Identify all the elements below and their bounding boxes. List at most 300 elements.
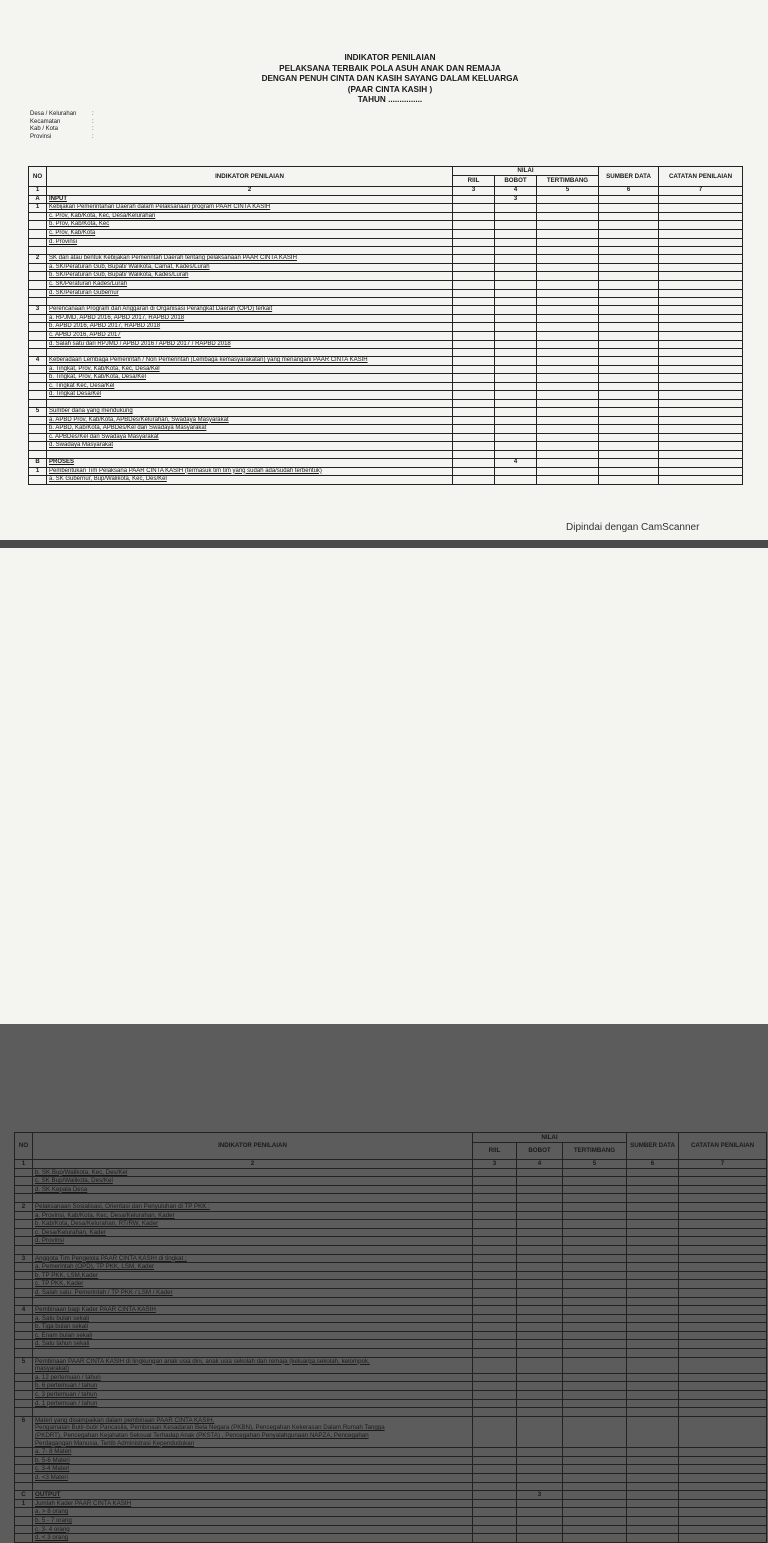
catatan-cell: [659, 408, 743, 417]
sumber-cell: [627, 1220, 679, 1229]
riil-cell: [453, 365, 495, 374]
catatan-cell: [659, 425, 743, 434]
spacer-row: [15, 1194, 767, 1203]
col-no: NO: [15, 1133, 33, 1160]
sumber-cell: [599, 416, 659, 425]
bobot-value: [495, 374, 537, 383]
bobot-value: [517, 1177, 563, 1186]
riil-cell: [453, 323, 495, 332]
spacer-cell: [659, 298, 743, 306]
tertimbang-cell: [537, 433, 599, 442]
page-gap: [0, 540, 768, 548]
indicator-text: c. Prov, Kab/Kota: [47, 229, 453, 238]
catatan-cell: [659, 229, 743, 238]
indicator-text: c. Prov, Kab/Kota, Kec, Desa/Kelurahan: [47, 212, 453, 221]
field-label: Desa / Kelurahan: [30, 111, 77, 117]
riil-cell: [453, 255, 495, 264]
row-number: 1: [15, 1499, 33, 1508]
catatan-cell: [679, 1357, 767, 1373]
col-bobot: BOBOT: [517, 1143, 563, 1160]
riil-cell: [473, 1263, 517, 1272]
spacer-cell: [599, 400, 659, 408]
tertimbang-cell: [537, 272, 599, 281]
tertimbang-cell: [537, 391, 599, 400]
indicator-text: c. APBD 2016, APBD 2017: [47, 331, 453, 340]
spacer-cell: [473, 1194, 517, 1203]
table-row: [15, 1508, 767, 1517]
spacer-cell: [15, 1297, 33, 1306]
tertimbang-cell: [563, 1473, 627, 1482]
spacer-cell: [537, 349, 599, 357]
indicator-text: INPUT: [47, 195, 453, 204]
row-number: [15, 1220, 33, 1229]
sumber-cell: [599, 374, 659, 383]
spacer-cell: [627, 1297, 679, 1306]
sumber-cell: [627, 1254, 679, 1263]
spacer-cell: [29, 400, 47, 408]
catatan-cell: [679, 1534, 767, 1543]
spacer-cell: [679, 1245, 767, 1254]
bobot-value: [517, 1391, 563, 1400]
col-number: 3: [473, 1160, 517, 1169]
tertimbang-cell: [537, 204, 599, 213]
tertimbang-cell: [537, 289, 599, 298]
catatan-cell: [679, 1177, 767, 1186]
row-number: [29, 391, 47, 400]
tertimbang-cell: [563, 1228, 627, 1237]
bobot-value: [517, 1185, 563, 1194]
catatan-cell: [679, 1220, 767, 1229]
spacer-cell: [563, 1482, 627, 1491]
spacer-cell: [659, 349, 743, 357]
field-provinsi: [30, 134, 94, 142]
riil-cell: [453, 289, 495, 298]
indicator-text: a. SK Gubernur, Bup/Walikota, Kec, Des/Kel: [47, 476, 453, 485]
spacer-cell: [473, 1482, 517, 1491]
indicator-text: c. 3- 4 orang: [33, 1525, 473, 1534]
tertimbang-cell: [563, 1254, 627, 1263]
spacer-row: [29, 247, 743, 255]
catatan-cell: [659, 416, 743, 425]
row-number: [29, 280, 47, 289]
indicator-text: d. < 3 orang: [33, 1534, 473, 1543]
riil-cell: [473, 1331, 517, 1340]
bobot-value: [495, 272, 537, 281]
sumber-cell: [627, 1323, 679, 1332]
table-row: [29, 238, 743, 247]
sumber-cell: [599, 221, 659, 230]
table-row: [15, 1391, 767, 1400]
tertimbang-cell: [563, 1263, 627, 1272]
col-riil: RIIL: [473, 1143, 517, 1160]
bobot-value: [517, 1357, 563, 1373]
indicator-line: Perdagangan Manusia, Tertib Administrasi Kependudukan: [35, 1439, 195, 1447]
col-number: 6: [599, 187, 659, 196]
catatan-cell: [679, 1288, 767, 1297]
spacer-cell: [659, 247, 743, 255]
spacer-cell: [473, 1297, 517, 1306]
table-row: [29, 340, 743, 349]
col-no: NO: [29, 167, 47, 187]
bobot-value: [495, 229, 537, 238]
spacer-cell: [537, 400, 599, 408]
indicator-text: d. 1 pertemuan / tahun: [33, 1399, 473, 1408]
table-row: [29, 476, 743, 485]
tertimbang-cell: [537, 357, 599, 366]
sumber-cell: [627, 1263, 679, 1272]
spacer-cell: [453, 349, 495, 357]
table-row: [29, 433, 743, 442]
riil-cell: [473, 1373, 517, 1382]
bobot-value: [517, 1382, 563, 1391]
spacer-cell: [679, 1297, 767, 1306]
catatan-cell: [679, 1271, 767, 1280]
riil-cell: [453, 442, 495, 451]
tertimbang-cell: [537, 340, 599, 349]
field-kabkota: [30, 126, 94, 134]
row-number: C: [15, 1491, 33, 1500]
indicator-text: c. SK/Peraturan Kades/Lurah: [47, 280, 453, 289]
indicator-text: SK dan atau bentuk Kebijakan Pemerintah Daerah tentang pelaksanaan PAAR CINTA KASIH: [47, 255, 453, 264]
spacer-cell: [563, 1408, 627, 1417]
indicator-text: a. Tingkat, Prov, Kab/Kota, Kec, Desa/Kel: [47, 365, 453, 374]
table-row: [29, 314, 743, 323]
sumber-cell: [599, 408, 659, 417]
col-catatan: CATATAN PENILAIAN: [679, 1133, 767, 1160]
sumber-cell: [599, 263, 659, 272]
table-row: [15, 1456, 767, 1465]
bobot-value: [517, 1280, 563, 1289]
spacer-cell: [517, 1408, 563, 1417]
riil-cell: [453, 272, 495, 281]
riil-cell: [453, 229, 495, 238]
indicator-text: Anggota Tim Pengelola PAAR CINTA KASIH di tingkat ;: [33, 1254, 473, 1263]
catatan-cell: [679, 1306, 767, 1315]
sumber-cell: [627, 1473, 679, 1482]
row-number: [29, 238, 47, 247]
tertimbang-cell: [537, 212, 599, 221]
spacer-cell: [563, 1194, 627, 1203]
table-row: [15, 1525, 767, 1534]
row-number: [15, 1331, 33, 1340]
title-line: INDIKATOR PENILAIAN: [344, 53, 436, 62]
indicator-text: b. 5 - 7 orang: [33, 1516, 473, 1525]
bobot-value: [495, 314, 537, 323]
table-row: [29, 221, 743, 230]
sumber-cell: [627, 1228, 679, 1237]
indicator-text: Keberadaan Lembaga Pemerintah / Non Pemerintah (Lembaga kemasyarakatan) yang menangani PAAR CINTA KASIH: [47, 357, 453, 366]
tertimbang-cell: [563, 1499, 627, 1508]
spacer-cell: [627, 1194, 679, 1203]
tertimbang-cell: [563, 1525, 627, 1534]
riil-cell: [453, 195, 495, 204]
tertimbang-cell: [537, 280, 599, 289]
spacer-cell: [453, 298, 495, 306]
column-number-row: [29, 187, 743, 196]
spacer-cell: [563, 1297, 627, 1306]
table-row: [15, 1177, 767, 1186]
indicator-text: b. APBD, Kab/Kota, APBDes/Kel dan Swadaya Masyarakat: [47, 425, 453, 434]
catatan-cell: [679, 1382, 767, 1391]
bobot-value: 3: [495, 195, 537, 204]
riil-cell: [473, 1456, 517, 1465]
riil-cell: [473, 1177, 517, 1186]
tertimbang-cell: [563, 1177, 627, 1186]
indicator-text: c. APBDes/Kel dan Swadaya Masyarakat: [47, 433, 453, 442]
col-number: 4: [517, 1160, 563, 1169]
table-row: [29, 229, 743, 238]
row-number: [29, 416, 47, 425]
catatan-cell: [659, 391, 743, 400]
table-row: [15, 1306, 767, 1315]
catatan-cell: [679, 1280, 767, 1289]
tertimbang-cell: [563, 1211, 627, 1220]
indicator-text: Jumlah Kader PAAR CINTA KASIH: [33, 1499, 473, 1508]
spacer-cell: [495, 298, 537, 306]
catatan-cell: [659, 459, 743, 468]
table-row: [15, 1271, 767, 1280]
riil-cell: [453, 374, 495, 383]
col-nilai: NILAI: [453, 167, 599, 176]
indicator-text: d. Provinsi: [47, 238, 453, 247]
tertimbang-cell: [537, 382, 599, 391]
spacer-cell: [47, 349, 453, 357]
riil-cell: [473, 1288, 517, 1297]
table-row: [29, 280, 743, 289]
col-number: 4: [495, 187, 537, 196]
bobot-value: [495, 408, 537, 417]
spacer-cell: [679, 1408, 767, 1417]
bobot-value: [517, 1340, 563, 1349]
row-number: [15, 1263, 33, 1272]
catatan-cell: [659, 280, 743, 289]
row-number: [29, 374, 47, 383]
bobot-value: [517, 1202, 563, 1211]
indicator-text: c. TP PKK, Kader: [33, 1280, 473, 1289]
tertimbang-cell: [537, 314, 599, 323]
col-number: 6: [627, 1160, 679, 1169]
riil-cell: [473, 1465, 517, 1474]
sumber-cell: [627, 1314, 679, 1323]
sumber-cell: [627, 1357, 679, 1373]
row-number: [15, 1314, 33, 1323]
catatan-cell: [659, 374, 743, 383]
table-row: [15, 1331, 767, 1340]
bobot-value: [495, 263, 537, 272]
riil-cell: [473, 1323, 517, 1332]
riil-cell: [453, 357, 495, 366]
row-number: [15, 1399, 33, 1408]
catatan-cell: [679, 1323, 767, 1332]
indicator-text: Pembinaan bagi Kader PAAR CINTA KASIH: [33, 1306, 473, 1315]
catatan-cell: [679, 1391, 767, 1400]
indicator-text: d. SK Kepala Desa: [33, 1185, 473, 1194]
table-row: [15, 1416, 767, 1447]
row-number: [29, 272, 47, 281]
tertimbang-cell: [537, 306, 599, 315]
tertimbang-cell: [537, 221, 599, 230]
riil-cell: [473, 1491, 517, 1500]
bobot-value: [495, 306, 537, 315]
table-row: [15, 1185, 767, 1194]
catatan-cell: [679, 1416, 767, 1447]
row-number: [15, 1185, 33, 1194]
bobot-value: [495, 476, 537, 485]
table-row: [15, 1228, 767, 1237]
row-number: [15, 1211, 33, 1220]
bobot-value: [517, 1508, 563, 1517]
field-sep: :: [92, 126, 94, 133]
indicator-text: [33, 1357, 473, 1373]
catatan-cell: [659, 331, 743, 340]
tertimbang-cell: [563, 1491, 627, 1500]
spacer-cell: [495, 349, 537, 357]
sumber-cell: [627, 1391, 679, 1400]
spacer-row: [15, 1408, 767, 1417]
col-number: 3: [453, 187, 495, 196]
indicator-text: d. Tingkat Desa/Kel: [47, 391, 453, 400]
bobot-value: 4: [495, 459, 537, 468]
riil-cell: [453, 476, 495, 485]
bobot-value: [517, 1473, 563, 1482]
table-row: [29, 357, 743, 366]
indicator-line: masyarakat): [35, 1365, 70, 1373]
spacer-cell: [47, 247, 453, 255]
table-row: [29, 331, 743, 340]
row-number: [29, 476, 47, 485]
row-number: [15, 1177, 33, 1186]
tertimbang-cell: [563, 1416, 627, 1447]
row-number: 1: [29, 467, 47, 476]
catatan-cell: [679, 1185, 767, 1194]
catatan-cell: [679, 1263, 767, 1272]
sumber-cell: [599, 255, 659, 264]
catatan-cell: [659, 204, 743, 213]
table-row: [29, 323, 743, 332]
spacer-row: [15, 1297, 767, 1306]
spacer-cell: [453, 247, 495, 255]
spacer-cell: [517, 1349, 563, 1358]
spacer-cell: [517, 1245, 563, 1254]
row-number: 5: [29, 408, 47, 417]
sumber-cell: [599, 467, 659, 476]
sumber-cell: [599, 357, 659, 366]
col-riil: RIIL: [453, 176, 495, 187]
bobot-value: [517, 1323, 563, 1332]
row-number: [15, 1516, 33, 1525]
sumber-cell: [599, 425, 659, 434]
indicator-text: b. 5-6 Materi: [33, 1456, 473, 1465]
col-number: 7: [679, 1160, 767, 1169]
riil-cell: [473, 1202, 517, 1211]
catatan-cell: [659, 382, 743, 391]
spacer-cell: [599, 451, 659, 459]
bobot-value: [495, 331, 537, 340]
sumber-cell: [627, 1382, 679, 1391]
catatan-cell: [659, 323, 743, 332]
riil-cell: [473, 1314, 517, 1323]
indicator-line: Materi yang disampaikan dalam pembinaan PAAR CINTA KASIH,: [35, 1416, 215, 1424]
catatan-cell: [659, 357, 743, 366]
spacer-cell: [679, 1349, 767, 1358]
tertimbang-cell: [537, 459, 599, 468]
riil-cell: [453, 263, 495, 272]
bobot-value: [495, 382, 537, 391]
riil-cell: [473, 1416, 517, 1447]
bobot-value: [517, 1220, 563, 1229]
catatan-cell: [659, 255, 743, 264]
spacer-cell: [453, 451, 495, 459]
riil-cell: [473, 1211, 517, 1220]
row-number: [29, 442, 47, 451]
field-label: Kab / Kota: [30, 126, 59, 133]
catatan-cell: [679, 1373, 767, 1382]
sumber-cell: [599, 195, 659, 204]
field-sep: :: [92, 111, 94, 117]
sumber-cell: [599, 331, 659, 340]
table-row: [15, 1220, 767, 1229]
bobot-value: [495, 323, 537, 332]
spacer-row: [15, 1245, 767, 1254]
bobot-value: [517, 1288, 563, 1297]
table-row: [29, 365, 743, 374]
table-row: [15, 1202, 767, 1211]
indicator-text: [33, 1416, 473, 1447]
row-number: [15, 1391, 33, 1400]
spacer-cell: [453, 400, 495, 408]
spacer-cell: [29, 298, 47, 306]
bobot-value: [495, 289, 537, 298]
sumber-cell: [627, 1288, 679, 1297]
field-sep: :: [92, 133, 94, 140]
tertimbang-cell: [563, 1185, 627, 1194]
catatan-cell: [679, 1237, 767, 1246]
riil-cell: [453, 433, 495, 442]
table-row: [15, 1280, 767, 1289]
bobot-value: [495, 416, 537, 425]
bobot-value: [517, 1448, 563, 1457]
row-number: [15, 1271, 33, 1280]
bobot-value: [495, 238, 537, 247]
sumber-cell: [599, 289, 659, 298]
spacer-cell: [517, 1194, 563, 1203]
catatan-cell: [659, 365, 743, 374]
col-number: 1: [15, 1160, 33, 1169]
riil-cell: [473, 1516, 517, 1525]
tertimbang-cell: [563, 1456, 627, 1465]
bobot-value: [495, 425, 537, 434]
table-row: [29, 306, 743, 315]
riil-cell: [473, 1499, 517, 1508]
location-fields: [30, 111, 94, 141]
catatan-cell: [659, 433, 743, 442]
indicator-text: a. APBD Prov, Kab/Kota, APBDes/Kelurahan, Swadaya Masyarakat: [47, 416, 453, 425]
spacer-cell: [495, 247, 537, 255]
bobot-value: [517, 1456, 563, 1465]
tertimbang-cell: [563, 1168, 627, 1177]
spacer-cell: [679, 1194, 767, 1203]
bobot-value: [517, 1416, 563, 1447]
row-number: 2: [15, 1202, 33, 1211]
tertimbang-cell: [537, 408, 599, 417]
title-line: PELAKSANA TERBAIK POLA ASUH ANAK DAN REMAJA: [279, 63, 501, 73]
indicator-line: Pengamalan Butir-butir Pancasila, Pembinaan Kesadaran Bela Negara (PKBN), Pencegahan Kekerasan Dalam Rumah Tangga: [35, 1424, 385, 1432]
row-number: [15, 1323, 33, 1332]
indicator-text: c. 3 pertemuan / tahun: [33, 1391, 473, 1400]
row-number: A: [29, 195, 47, 204]
spacer-cell: [495, 451, 537, 459]
catatan-cell: [659, 195, 743, 204]
